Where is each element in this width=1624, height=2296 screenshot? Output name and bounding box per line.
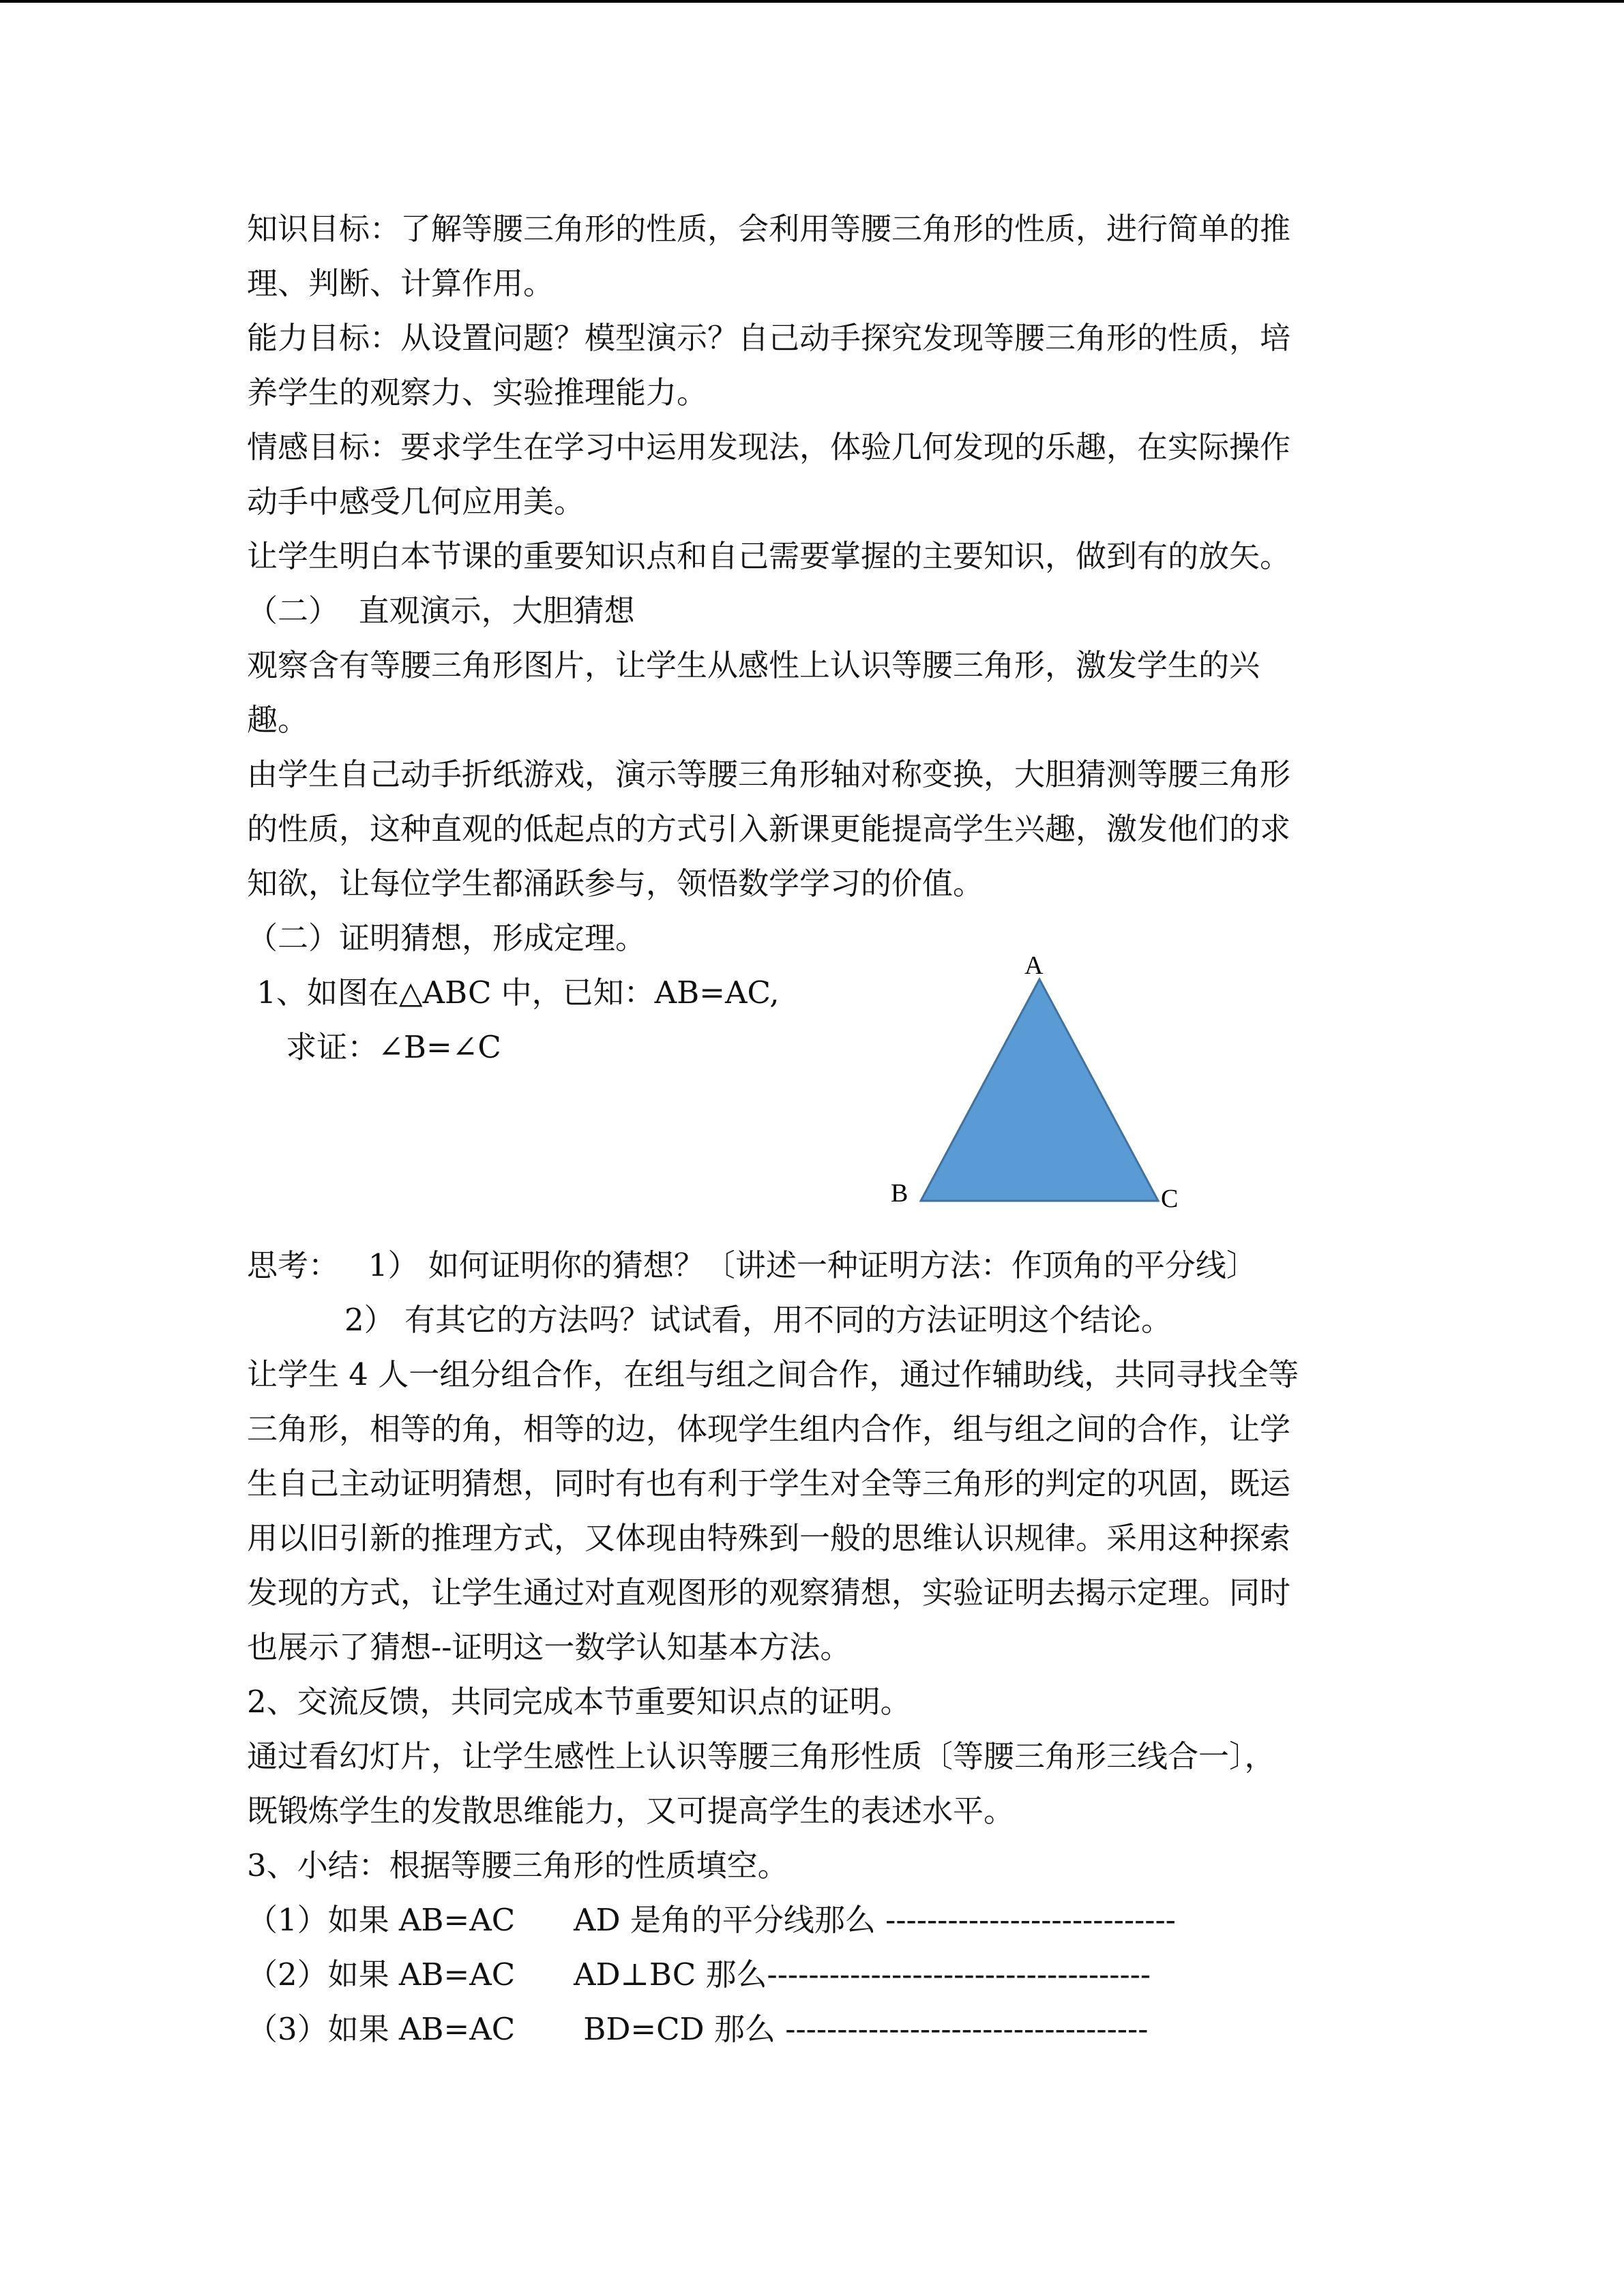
text-line: 让学生明白本节课的重要知识点和自己需要掌握的主要知识，做到有的放矢。 bbox=[247, 538, 1291, 574]
triangle-svg bbox=[866, 948, 1207, 1221]
text-line: 通过看幻灯片，让学生感性上认识等腰三角形性质〔等腰三角形三线合一〕， bbox=[247, 1738, 1275, 1774]
vertex-label-c: C bbox=[1161, 1184, 1179, 1213]
text-line: 三角形，相等的角，相等的边，体现学生组内合作，组与组之间的合作，让学 bbox=[247, 1411, 1291, 1447]
text-line: 2、交流反馈，共同完成本节重要知识点的证明。 bbox=[247, 1684, 911, 1720]
text-line: 3、小结：根据等腰三角形的性质填空。 bbox=[247, 1847, 788, 1883]
triangle-abc bbox=[921, 979, 1158, 1201]
text-line: 也展示了猜想--证明这一数学认知基本方法。 bbox=[247, 1629, 851, 1665]
fill-blank-line: （3）如果 AB=AC BD=CD 那么 ----------------------------------- bbox=[247, 2011, 1149, 2047]
section-heading: （二）证明猜想，形成定理。 bbox=[247, 920, 647, 956]
fill-blank-line: （1）如果 AB=AC AD 是角的平分线那么 ---------------------------- bbox=[247, 1902, 1176, 1938]
vertex-label-b: B bbox=[891, 1179, 909, 1208]
text-line: 养学生的观察力、实验推理能力。 bbox=[247, 374, 708, 411]
text-line: 由学生自己动手折纸游戏，演示等腰三角形轴对称变换，大胆猜测等腰三角形 bbox=[247, 756, 1291, 792]
text-line: 趣。 bbox=[247, 702, 309, 738]
text-line: 生自己主动证明猜想，同时有也有利于学生对全等三角形的判定的巩固，既运 bbox=[247, 1465, 1291, 1502]
page-top-border bbox=[0, 0, 1624, 3]
text-line: 既锻炼学生的发散思维能力，又可提高学生的表述水平。 bbox=[247, 1793, 1015, 1829]
text-line: 发现的方式，让学生通过对直观图形的观察猜想，实验证明去揭示定理。同时 bbox=[247, 1575, 1291, 1611]
text-line: 知识目标：了解等腰三角形的性质，会利用等腰三角形的性质，进行简单的推 bbox=[247, 211, 1291, 247]
section-heading: （二） 直观演示，大胆猜想 bbox=[247, 593, 635, 629]
problem-statement: 1、如图在△ABC 中，已知：AB=AC, bbox=[247, 974, 780, 1011]
text-line: 情感目标：要求学生在学习中运用发现法，体验几何发现的乐趣，在实际操作 bbox=[247, 429, 1291, 465]
vertex-label-a: A bbox=[1024, 951, 1044, 980]
triangle-figure bbox=[866, 948, 1207, 1221]
text-line: 能力目标：从设置问题？模型演示？自己动手探究发现等腰三角形的性质，培 bbox=[247, 320, 1291, 356]
text-line: 观察含有等腰三角形图片，让学生从感性上认识等腰三角形，激发学生的兴 bbox=[247, 647, 1260, 683]
text-line: 动手中感受几何应用美。 bbox=[247, 483, 585, 520]
text-line: 理、判断、计算作用。 bbox=[247, 265, 555, 301]
fill-blank-line: （2）如果 AB=AC AD⊥BC 那么------------------------------------- bbox=[247, 1956, 1151, 1993]
text-line: 知欲，让每位学生都涌跃参与，领悟数学学习的价值。 bbox=[247, 865, 984, 901]
text-line: 思考： 1） 如何证明你的猜想？〔讲述一种证明方法：作顶角的平分线〕 bbox=[247, 1247, 1257, 1283]
text-line: 用以旧引新的推理方式，又体现由特殊到一般的思维认识规律。采用这种探索 bbox=[247, 1520, 1291, 1556]
text-line: 2） 有其它的方法吗？试试看，用不同的方法证明这个结论。 bbox=[247, 1302, 1172, 1338]
text-line: 的性质，这种直观的低起点的方式引入新课更能提高学生兴趣，激发他们的求 bbox=[247, 811, 1291, 847]
problem-prove: 求证：∠B=∠C bbox=[247, 1029, 501, 1065]
text-line: 让学生 4 人一组分组合作，在组与组之间合作，通过作辅助线，共同寻找全等 bbox=[247, 1356, 1299, 1392]
